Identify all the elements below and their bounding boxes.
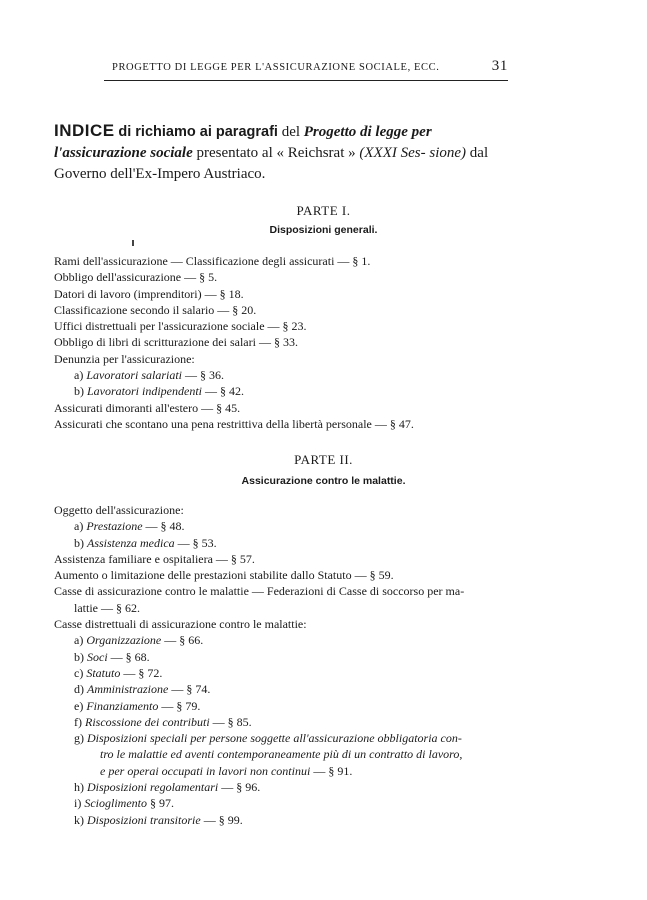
list-subitem [54,698,524,714]
list-item: Uffici distrettuali per l'assicurazione sociale — § 23. [54,319,307,334]
subitem-label: Riscossione dei contributi [85,714,210,729]
subitem-letter: a) [74,633,84,648]
list-subitem [54,535,524,551]
heading-sessione-1: (XXXI Ses- [359,145,426,161]
subitem-continuation: tro le malattie ed aventi contemporaneamente più di un contratto di lavoro, [100,747,463,762]
subitem-label: e per operai occupati in lavori non continui [100,763,311,778]
subitem-label: Disposizioni transitorie [87,812,201,827]
subitem-letter: g) [74,731,84,746]
heading-richiamo: di richiamo ai paragrafi [118,124,278,140]
list-item: Assicurati dimoranti all'estero — § 45. [54,400,241,415]
list-item: Rami dell'assicurazione — Classificazione degli assicurati — § 1. [54,254,371,268]
list-subitem [54,665,524,681]
subitem-ref: — § 53. [177,535,217,550]
part1-title: PARTE I. [296,203,351,218]
list-subitem [54,518,524,534]
subitem-letter: b) [74,649,84,664]
list-item: Classificazione secondo il salario — § 20. [54,302,257,317]
subitem-label: Lavoratori indipendenti [87,384,202,399]
subitem-label: Lavoratori salariati [86,368,183,383]
subitem-letter: a) [74,519,84,534]
subitem-letter: f) [74,714,82,729]
subitem-label: Soci [87,649,108,664]
list-item: Denunzia per l'assicurazione: [54,351,195,366]
heading-indice: INDICE [54,121,115,140]
part2-subtitle: Assicurazione contro le malattie. [241,475,406,487]
print-speck [132,240,134,246]
subitem-ref: — § 85. [212,714,252,729]
list-item: Obbligo di libri di scritturazione dei salari — § 33. [54,335,298,350]
heading-presentato: presentato al « Reichsrat » [196,145,356,161]
subitem-letter: d) [74,682,84,697]
subitem-letter: e) [74,698,84,713]
subitem-label: Organizzazione [86,633,162,648]
heading-sessione-2: sione) [429,145,467,161]
list-item: Aumento o limitazione delle prestazioni stabilite dallo Statuto — § 59. [54,568,394,583]
heading-progetto: Progetto di legge per [303,124,432,140]
subitem-ref: § 97. [150,796,174,811]
subitem-ref: — § 74. [171,682,211,697]
page-number: 31 [491,58,508,74]
list-subitem [54,367,524,383]
index-heading [54,120,514,185]
heading-del: del [281,124,301,140]
part1-list [54,253,524,432]
subitem-letter: a) [74,368,84,383]
subitem-label: Statuto [86,665,121,680]
subitem-ref: — § 99. [203,812,243,827]
list-subitem [54,730,524,746]
list-subitem [54,779,524,795]
subitem-letter: i) [74,796,82,811]
list-subitem [54,632,524,648]
running-title: PROGETTO DI LEGGE PER L'ASSICURAZIONE SOCIALE, ECC. [112,62,440,73]
header-rule [104,80,508,81]
subitem-letter: c) [74,665,84,680]
subitem-letter: k) [74,812,84,827]
list-item: Casse distrettuali di assicurazione contro le malattie: [54,617,307,632]
list-item: Oggetto dell'assicurazione: [54,503,184,517]
list-subitem [54,681,524,697]
part2-list [54,502,524,828]
subitem-ref: — § 96. [221,780,261,795]
list-subitem [54,795,524,811]
list-subitem [54,383,524,399]
list-subitem [54,649,524,665]
subitem-label: Disposizioni regolamentari [87,780,219,795]
subitem-letter: h) [74,780,84,795]
list-item: Obbligo dell'assicurazione — § 5. [54,270,218,285]
heading-assicurazione: l'assicurazione sociale [54,145,193,161]
heading-governo: dal Governo dell'Ex-Impero Austriaco. [54,145,489,182]
subitem-ref: — § 66. [164,633,204,648]
list-item: Datori di lavoro (imprenditori) — § 18. [54,286,244,301]
list-item-continuation: lattie — § 62. [74,600,140,615]
list-item: Assicurati che scontano una pena restrittiva della libertà personale — § 47. [54,416,414,431]
list-subitem [54,812,524,828]
part1-subtitle: Disposizioni generali. [269,224,378,236]
subitem-ref: — § 91. [313,763,353,778]
subitem-ref: — § 68. [110,649,150,664]
subitem-label: Disposizioni speciali per persone soggette all'assicurazione obbligatoria con- [87,731,462,746]
subitem-label: Assistenza medica [87,535,175,550]
list-item: Casse di assicurazione contro le malattie — Federazioni di Casse di soccorso per ma- [54,584,465,599]
subitem-ref: — § 42. [205,384,244,399]
subitem-label: Finanziamento [86,698,159,713]
subitem-letter: b) [74,384,84,399]
list-item: Assistenza familiare e ospitaliera — § 57. [54,551,255,566]
subitem-ref: — § 48. [145,519,185,534]
subitem-ref: — § 36. [185,368,225,383]
list-subitem [54,714,524,730]
subitem-label: Prestazione [86,519,143,534]
subitem-label: Amministrazione [87,682,169,697]
subitem-label: Scioglimento [84,796,147,811]
subitem-ref: — § 79. [161,698,201,713]
subitem-letter: b) [74,535,84,550]
subitem-ref: — § 72. [123,665,163,680]
subitem-continuation [54,763,524,779]
part2-title: PARTE II. [294,452,353,467]
